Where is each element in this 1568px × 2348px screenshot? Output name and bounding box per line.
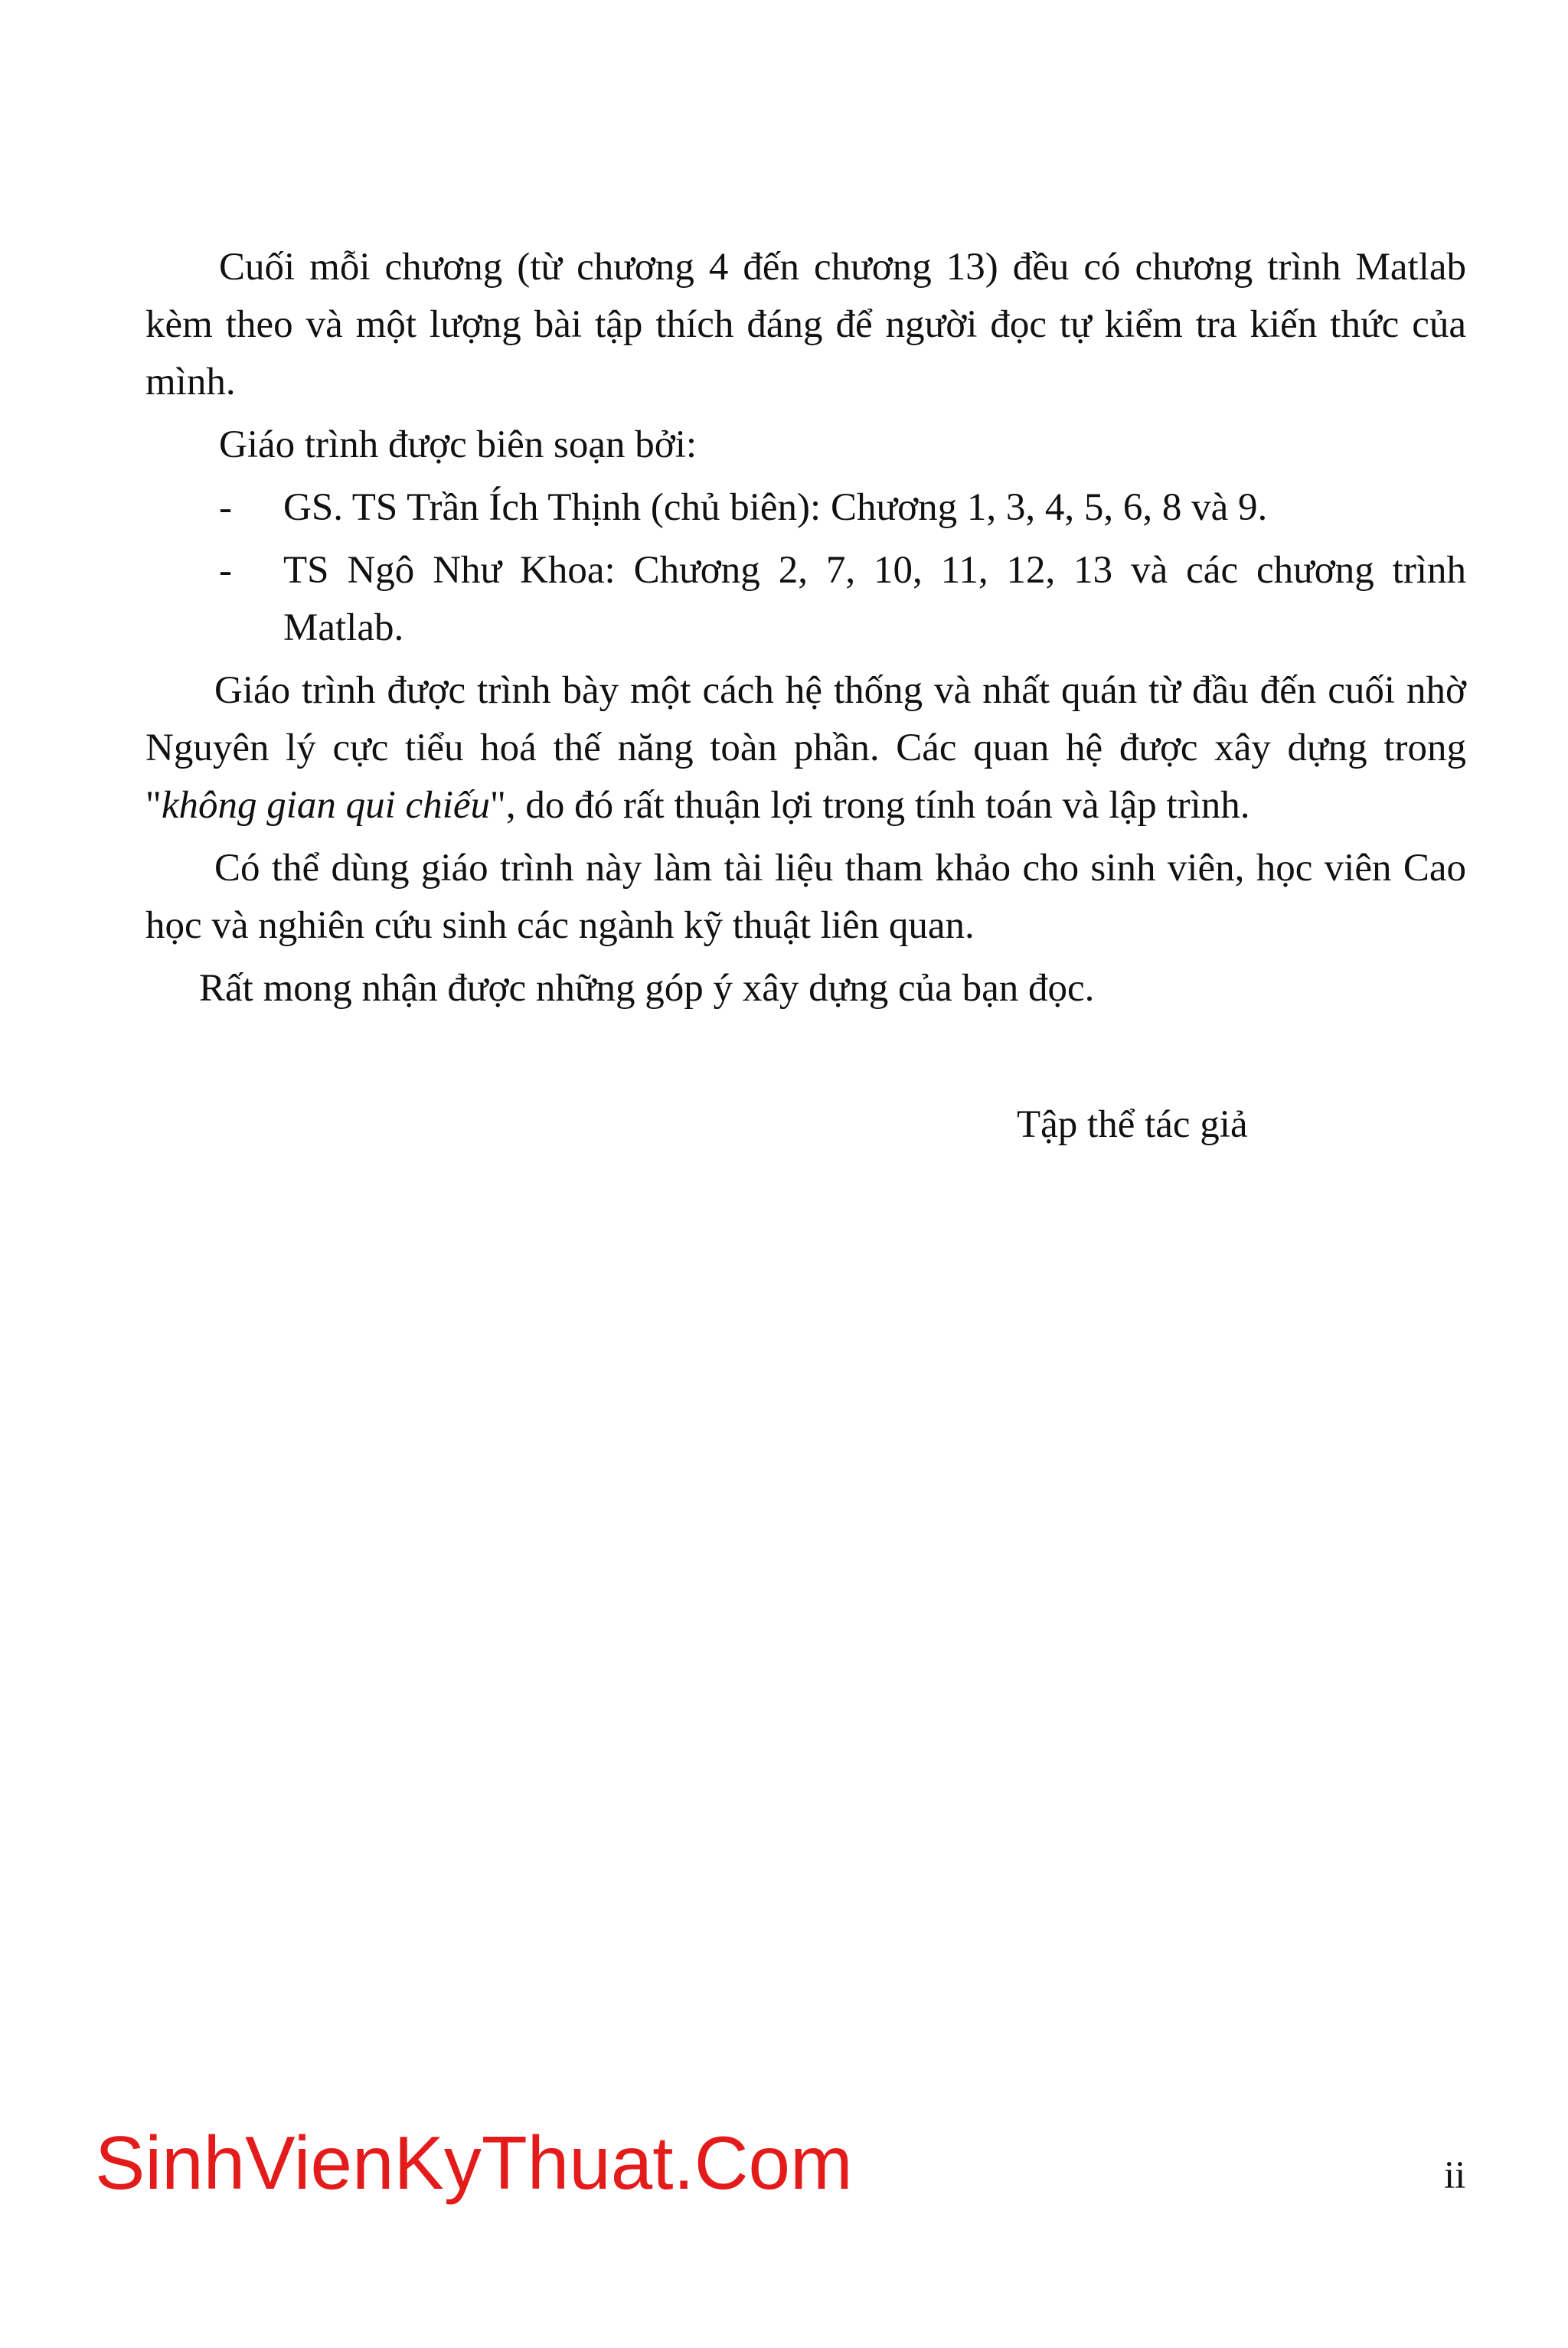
author-list-item [145, 479, 1466, 537]
paragraph-chapter-exercises: Cuối mỗi chương (từ chương 4 đến chương 13) đều có chương trình Matlab kèm theo và một lượng bài tập thích đáng để người đọc tự kiểm tra kiến thức của mình. [145, 246, 1466, 403]
preface-body [145, 239, 1466, 1023]
list-dash: - [219, 549, 232, 592]
paragraph-presentation [145, 662, 1466, 834]
watermark-logo: SinhVienKyThuat.Com [95, 2121, 853, 2205]
paragraph-feedback-request: Rất mong nhận được những góp ý xây dựng của bạn đọc. [199, 967, 1095, 1010]
author-entry-text: TS Ngô Như Khoa: Chương 2, 7, 10, 11, 12, 13 và các chương trình Matlab. [283, 549, 1466, 649]
paragraph-compiled-by: Giáo trình được biên soạn bởi: [219, 423, 697, 466]
paragraph-presentation-text-after: ", do đó rất thuận lợi trong tính toán và lập trình. [490, 784, 1250, 827]
paragraph-presentation-text-before: Giáo trình được trình bày một cách hệ thống và nhất quán từ đầu đến cuối nhờ Nguyên lý cực tiểu hoá thế năng toàn phần. Các quan hệ được xây dựng trong " [145, 669, 1466, 827]
author-entry-text: GS. TS Trần Ích Thịnh (chủ biên): Chương 1, 3, 4, 5, 6, 8 và 9. [283, 486, 1268, 529]
author-list-item [145, 542, 1466, 657]
italic-term: không gian qui chiếu [161, 784, 490, 827]
paragraph-reference-use: Có thể dùng giáo trình này làm tài liệu tham khảo cho sinh viên, học viên Cao học và nghiên cứu sinh các ngành kỹ thuật liên quan. [145, 847, 1466, 947]
author-signature: Tập thể tác giả [1017, 1103, 1248, 1146]
list-dash: - [219, 486, 232, 529]
page-number: ii [1444, 2154, 1466, 2197]
